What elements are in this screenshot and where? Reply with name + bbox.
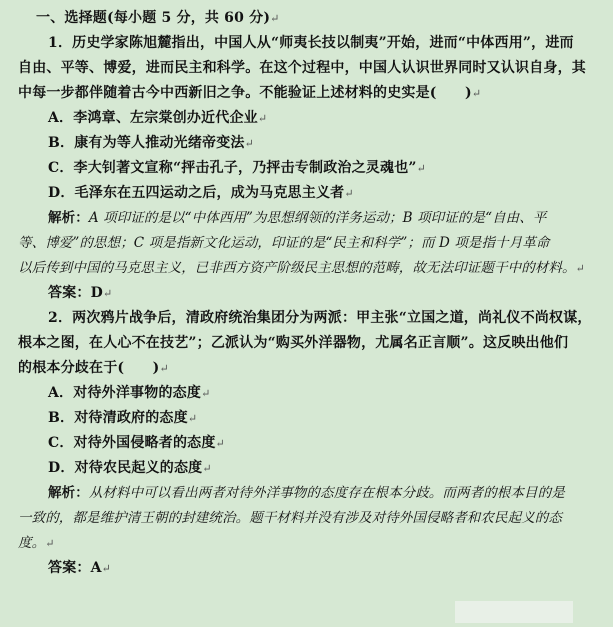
question-2-stem-line: 的根本分歧在于( )↵: [18, 360, 169, 376]
paragraph-mark: ↵: [101, 562, 112, 575]
paragraph-mark: ↵: [257, 112, 268, 125]
explanation-label: 解析：: [48, 210, 89, 226]
paragraph-mark: ↵: [202, 462, 212, 475]
question-2-explanation-line: 一致的，都是维护清王朝的封建统治。题干材料并没有涉及对待外国侵略者和农民起义的态: [18, 510, 562, 526]
question-1-answer: 答案：D↵: [48, 285, 113, 301]
question-1-explanation-line: 以后传到中国的马克思主义，已非西方资产阶级民主思想的范畴，故无法印证题干中的材料。↵: [18, 260, 585, 276]
question-2-option-c: C．对待外国侵略者的态度↵: [48, 435, 225, 451]
question-2-explanation-line: 度。↵: [18, 535, 55, 551]
paragraph-mark: ↵: [270, 12, 280, 25]
question-1-stem-line: 自由、平等、博爱，进而民主和科学。在这个过程中，中国人认识世界同时又认识自身，其: [18, 60, 586, 76]
question-2-option-a: A．对待外洋事物的态度↵: [48, 385, 211, 401]
paragraph-mark: ↵: [102, 287, 113, 300]
question-2: [18, 306, 599, 581]
explanation-label: 解析：: [48, 485, 89, 501]
paragraph-mark: ↵: [244, 137, 255, 150]
paragraph-mark: ↵: [344, 187, 354, 200]
question-1-option-d: D．毛泽东在五四运动之后，成为马克思主义者↵: [48, 185, 354, 201]
question-2-answer: 答案：A↵: [48, 560, 112, 576]
section-title: 一、选择题(每小题 5 分，共 60 分)↵: [36, 10, 280, 26]
question-1-option-b: B．康有为等人推动光绪帝变法↵: [48, 135, 255, 151]
paragraph-mark: ↵: [215, 437, 225, 450]
question-1-option-c: C．李大钊著文宣称“抨击孔子，乃抨击专制政治之灵魂也”↵: [48, 160, 427, 176]
paragraph-mark: ↵: [575, 262, 585, 275]
question-1: [18, 31, 599, 306]
question-1-explanation-line: 等、博爱”的思想；C 项是指新文化运动，印证的是“民主和科学”；而 D 项是指十月革命: [18, 235, 550, 251]
question-1-stem-line: 1．历史学家陈旭麓指出，中国人从“师夷长技以制夷”开始，进而“中体西用”，进而: [48, 35, 574, 51]
watermark-logo: [455, 601, 573, 623]
question-2-option-b: B．对待清政府的态度↵: [48, 410, 198, 426]
question-2-stem-line: 2．两次鸦片战争后，清政府统治集团分为两派：甲主张“立国之道，尚礼仪不尚权谋，: [48, 310, 592, 326]
paragraph-mark: ↵: [201, 387, 211, 400]
paragraph-mark: ↵: [416, 162, 427, 175]
question-1-explanation-line: 解析：A 项印证的是以“中体西用”为思想纲领的洋务运动；B 项印证的是“自由、平: [48, 210, 547, 226]
question-1-stem-line: 中每一步都伴随着古今中西新旧之争。不能验证上述材料的史实是( )↵: [18, 85, 482, 101]
paragraph-mark: ↵: [159, 362, 169, 375]
question-2-option-d: D．对待农民起义的态度↵: [48, 460, 212, 476]
paragraph-mark: ↵: [45, 537, 55, 550]
question-1-option-a: A．李鸿章、左宗棠创办近代企业↵: [48, 110, 268, 126]
paragraph-mark: ↵: [471, 87, 482, 100]
paragraph-mark: ↵: [187, 412, 198, 425]
question-2-explanation-line: 解析：从材料中可以看出两者对待外洋事物的态度存在根本分歧。而两者的根本目的是: [48, 485, 565, 501]
question-2-stem-line: 根本之图，在人心不在技艺”；乙派认为“购买外洋器物，尤属名正言顺”。这反映出他们: [18, 335, 569, 351]
